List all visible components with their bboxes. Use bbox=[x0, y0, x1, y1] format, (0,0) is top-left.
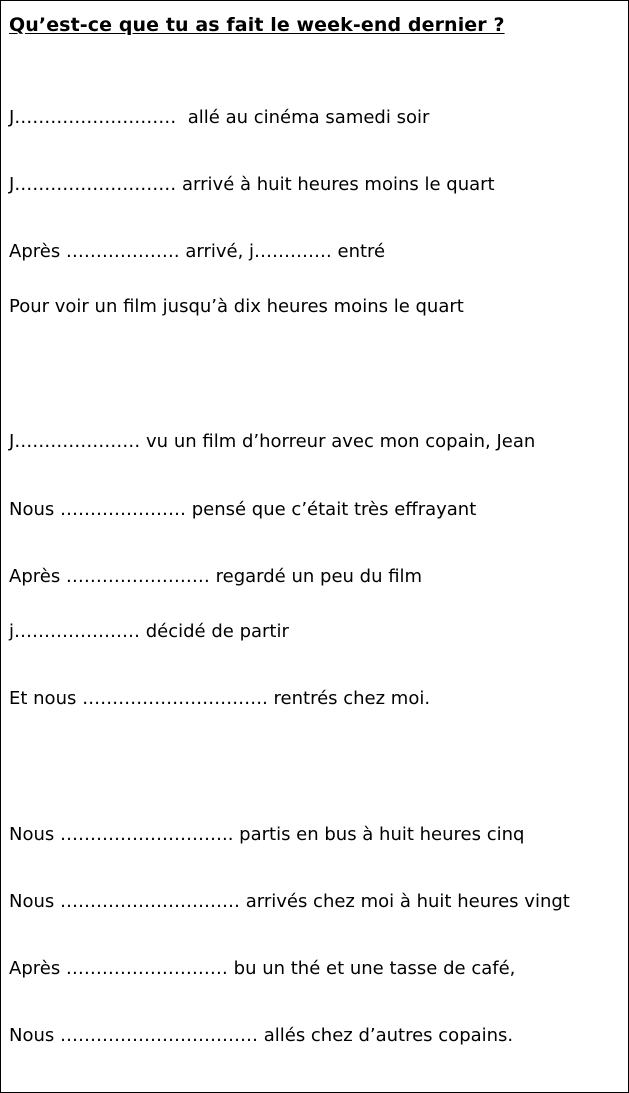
exercise-line: Pour voir un film jusqu’à dix heures moins le quart bbox=[9, 296, 464, 317]
exercise-line: Nous ………………… pensé que c’était très effrayant bbox=[9, 499, 477, 520]
exercise-line: Nous ……………………….. partis en bus à huit heures cinq bbox=[9, 824, 525, 845]
worksheet-title: Qu’est-ce que tu as fait le week-end dernier ? bbox=[9, 14, 505, 36]
exercise-line: J……………………… arrivé à huit heures moins le quart bbox=[9, 174, 495, 195]
exercise-line: Et nous …………………………. rentrés chez moi. bbox=[9, 688, 431, 709]
exercise-line: Après ………………. arrivé, j…………. entré bbox=[9, 241, 386, 262]
exercise-line: Après ……………………… bu un thé et une tasse de café, bbox=[9, 958, 516, 979]
exercise-line: Nous …………………………… allés chez d’autres copains. bbox=[9, 1025, 514, 1046]
exercise-line: J……………………… allé au cinéma samedi soir bbox=[9, 107, 430, 128]
exercise-line: Nous ………………………… arrivés chez moi à huit heures vingt bbox=[9, 891, 570, 912]
exercise-line: J………………… vu un film d’horreur avec mon copain, Jean bbox=[9, 431, 536, 452]
exercise-line: j………………… décidé de partir bbox=[9, 621, 289, 642]
exercise-line: Après …………………… regardé un peu du film bbox=[9, 566, 423, 587]
